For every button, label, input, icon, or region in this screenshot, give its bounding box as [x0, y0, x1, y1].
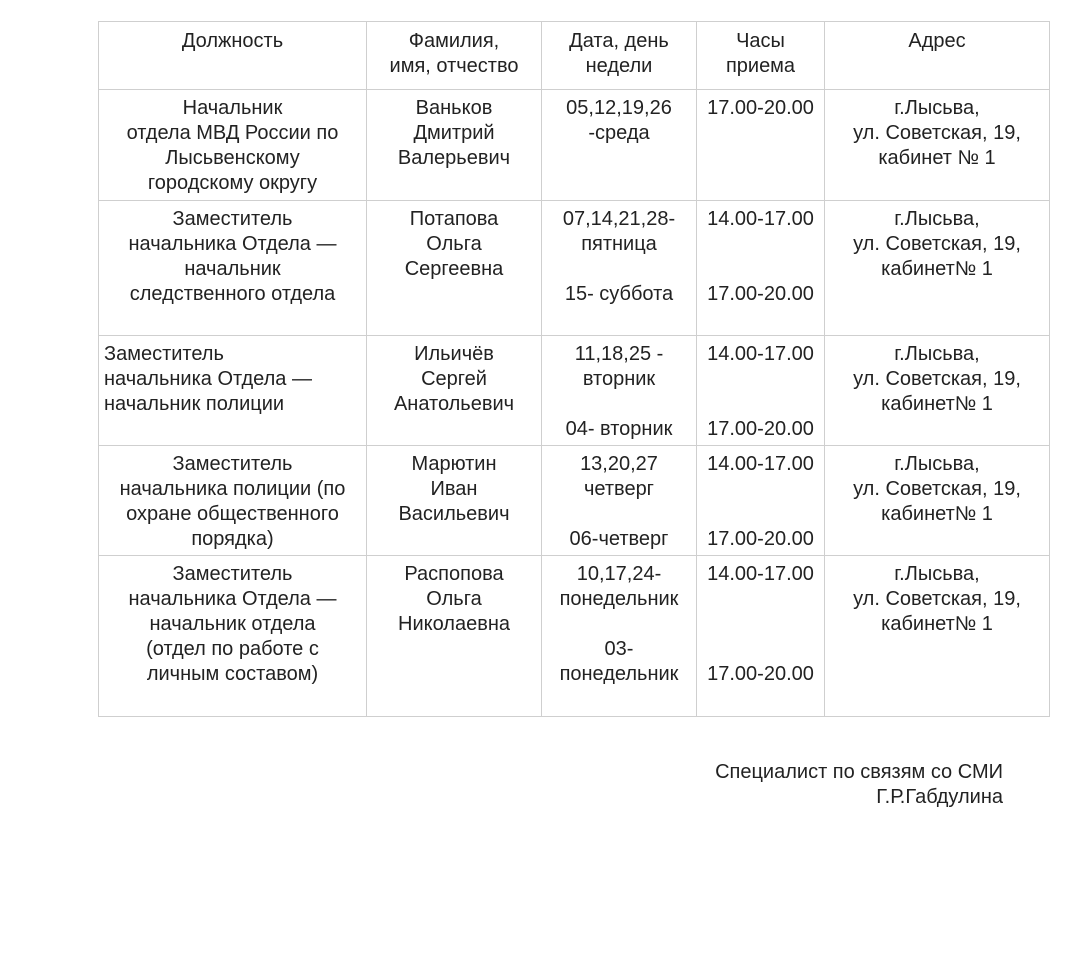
- hours-cell: 17.00-20.00: [697, 90, 825, 201]
- hours-cell: 14.00-17.00 17.00-20.00: [697, 201, 825, 336]
- signature-block: [715, 760, 1003, 810]
- table-row: [99, 336, 1050, 446]
- position-cell: Заместитель начальника полиции (по охране общественного порядка): [99, 446, 367, 556]
- reception-schedule-table: [98, 21, 1050, 717]
- name-cell: Ильичёв Сергей Анатольевич: [367, 336, 542, 446]
- address-cell: г.Лысьва, ул. Советская, 19, кабинет№ 1: [825, 446, 1050, 556]
- table-row: [99, 90, 1050, 201]
- header-hours: Часы приема: [697, 22, 825, 90]
- position-cell: Заместитель начальника Отдела — начальник отдела (отдел по работе с личным составом): [99, 556, 367, 717]
- name-cell: Распопова Ольга Николаевна: [367, 556, 542, 717]
- header-position: Должность: [99, 22, 367, 90]
- table-row: [99, 556, 1050, 717]
- position-cell: Заместитель начальника Отдела — начальник следственного отдела: [99, 201, 367, 336]
- header-dates: Дата, день недели: [542, 22, 697, 90]
- dates-cell: 05,12,19,26 -среда: [542, 90, 697, 201]
- dates-cell: 07,14,21,28- пятница 15- суббота: [542, 201, 697, 336]
- signature-title: Специалист по связям со СМИ: [715, 761, 1003, 783]
- table-row: [99, 201, 1050, 336]
- name-cell: Потапова Ольга Сергеевна: [367, 201, 542, 336]
- signature-name: Г.Р.Габдулина: [876, 786, 1003, 808]
- name-cell: Ваньков Дмитрий Валерьевич: [367, 90, 542, 201]
- table-row: [99, 446, 1050, 556]
- name-cell: Марютин Иван Васильевич: [367, 446, 542, 556]
- hours-cell: 14.00-17.00 17.00-20.00: [697, 336, 825, 446]
- dates-cell: 11,18,25 - вторник 04- вторник: [542, 336, 697, 446]
- address-cell: г.Лысьва, ул. Советская, 19, кабинет№ 1: [825, 336, 1050, 446]
- address-cell: г.Лысьва, ул. Советская, 19, кабинет№ 1: [825, 556, 1050, 717]
- hours-cell: 14.00-17.00 17.00-20.00: [697, 446, 825, 556]
- position-cell: Заместитель начальника Отдела — начальник полиции: [99, 336, 367, 446]
- hours-cell: 14.00-17.00 17.00-20.00: [697, 556, 825, 717]
- dates-cell: 13,20,27 четверг 06-четверг: [542, 446, 697, 556]
- header-name: Фамилия, имя, отчество: [367, 22, 542, 90]
- dates-cell: 10,17,24- понедельник 03- понедельник: [542, 556, 697, 717]
- address-cell: г.Лысьва, ул. Советская, 19, кабинет № 1: [825, 90, 1050, 201]
- address-cell: г.Лысьва, ул. Советская, 19, кабинет№ 1: [825, 201, 1050, 336]
- table-header-row: [99, 22, 1050, 90]
- position-cell: Начальник отдела МВД России по Лысьвенскому городскому округу: [99, 90, 367, 201]
- header-address: Адрес: [825, 22, 1050, 90]
